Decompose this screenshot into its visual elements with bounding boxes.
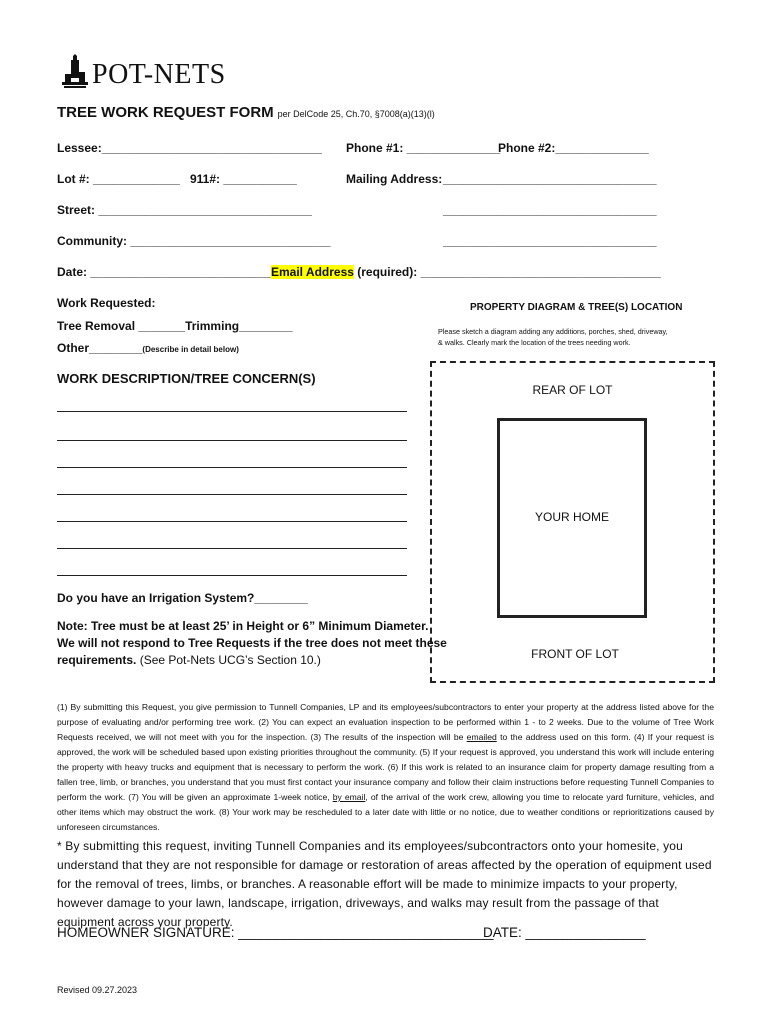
- lighthouse-icon: [62, 52, 88, 90]
- note-line-2: We will not respond to Tree Requests if the tree does not meet these: [57, 636, 447, 650]
- front-of-lot-label: FRONT OF LOT: [531, 647, 619, 661]
- other-field[interactable]: [57, 341, 239, 355]
- your-home-label: YOUR HOME: [534, 510, 609, 524]
- diagram-instructions-1: Please sketch a diagram adding any additions, porches, shed, driveway,: [438, 327, 668, 336]
- terms-by-email: by email: [332, 792, 366, 802]
- work-description-heading: WORK DESCRIPTION/TREE CONCERN(S): [57, 371, 316, 386]
- logo-text: POT-NETS: [92, 59, 226, 90]
- terms-part-a: (1) By submitting this Request, you give permission to Tunnell Companies, LP and its employees/subcontractors to enter your property at the address listed above for the purpose of evaluating and/or performing tree work. (2) You can expect an evaluation inspection to be performed within 1 - to 2 weeks. Due to the volume of Tree Work Requests received, we will not meet with you for the inspection. (3) The results of the inspection will be: [57, 702, 714, 742]
- community-field[interactable]: Community: ______________________________: [57, 234, 331, 248]
- phone2-field[interactable]: Phone #2:______________: [498, 141, 649, 155]
- liability-paragraph: * By submitting this request, inviting Tunnell Companies and its employees/subcontractors onto your homesite, you understand that they are not responsible for damage or restoration of areas affected by the operation of equipment used for the removal of trees, limbs, or branches. A reasonable effort will be made to minimize impacts to your property, however damage to your lawn, landscape, irrigation, driveways, and walks may result from the passage of that equipment across your property.: [57, 839, 712, 929]
- lessee-field[interactable]: Lessee:_________________________________: [57, 141, 322, 155]
- description-line[interactable]: [57, 575, 407, 576]
- terms-part-b: to the address used on this form. (4) If your request is approved, the work will be scheduled based upon existing priorities throughout the community. (5) If your request is approved, you understand this work will include entering the property with heavy trucks and equipment that is necessary to perform the work. (6) If this work is related to an insurance claim for property damage resulting from a fallen tree, limb, or branches, you understand that you must first contact your insurance company and follow their claim instructions before requesting Tunnell Companies to perform the work. (7) You will be given an approximate 1-week notice,: [57, 732, 714, 802]
- description-line[interactable]: [57, 494, 407, 495]
- revised-date: Revised 09.27.2023: [57, 985, 138, 995]
- terms-part-c: , of the arrival of the work crew, allowing you time to relocate yard furniture, vehicles, and other items which may obstruct the work. (8) Your work may be rescheduled to a later date with little or no notice, due to weather conditions or reprioritizations caused by unforeseen circumstances.: [57, 792, 715, 832]
- terms-emailed: emailed: [466, 732, 497, 742]
- form-title-main: TREE WORK REQUEST FORM: [57, 104, 274, 121]
- irrigation-question[interactable]: Do you have an Irrigation System?________: [57, 591, 308, 605]
- email-field[interactable]: [271, 265, 661, 279]
- pot-nets-logo: [62, 50, 226, 90]
- email-label-rest: (required): ____________________________________: [353, 265, 661, 279]
- signature-date-field[interactable]: DATE: ________________: [483, 925, 646, 940]
- other-label: Other________: [57, 341, 143, 355]
- form-title: [57, 104, 435, 121]
- description-line[interactable]: [57, 548, 407, 549]
- lot-field[interactable]: Lot #: _____________: [57, 172, 180, 186]
- terms-paragraph: [57, 700, 714, 835]
- work-requested-heading: Work Requested:: [57, 296, 156, 310]
- note-line-1: Note: Tree must be at least 25’ in Height or 6” Minimum Diameter.: [57, 619, 429, 633]
- diagram-instructions-2: & walks. Clearly mark the location of the trees needing work.: [438, 338, 631, 347]
- description-line[interactable]: [57, 440, 407, 441]
- description-line[interactable]: [57, 467, 407, 468]
- note-line-3: [57, 653, 321, 667]
- mailing-address-line-2[interactable]: ________________________________: [443, 203, 657, 217]
- 911-field[interactable]: 911#: ___________: [190, 172, 297, 186]
- email-label-highlight: Email Address: [271, 265, 354, 279]
- diagram-heading: PROPERTY DIAGRAM & TREE(S) LOCATION: [470, 302, 683, 313]
- description-line[interactable]: [57, 521, 407, 522]
- date-field[interactable]: Date: ___________________________: [57, 265, 271, 279]
- rear-of-lot-label: REAR OF LOT: [532, 383, 613, 397]
- mailing-address-label: Mailing Address:: [346, 172, 443, 186]
- description-line[interactable]: [57, 411, 407, 412]
- homeowner-signature-field[interactable]: HOMEOWNER SIGNATURE: __________________________________: [57, 925, 494, 940]
- phone1-field[interactable]: Phone #1: ______________: [346, 141, 501, 155]
- removal-trimming-field[interactable]: Tree Removal _______Trimming________: [57, 319, 293, 333]
- mailing-address-line-1[interactable]: ________________________________: [443, 172, 657, 186]
- note-line-3-rest: (See Pot-Nets UCG’s Section 10.): [136, 653, 321, 667]
- form-title-reference: per DelCode 25, Ch.70, §7008(a)(13)(l): [277, 109, 435, 119]
- mailing-address-line-3[interactable]: ________________________________: [443, 234, 657, 248]
- street-field[interactable]: Street: ________________________________: [57, 203, 312, 217]
- other-note: (Describe in detail below): [142, 345, 239, 354]
- note-line-3-bold: requirements.: [57, 653, 137, 667]
